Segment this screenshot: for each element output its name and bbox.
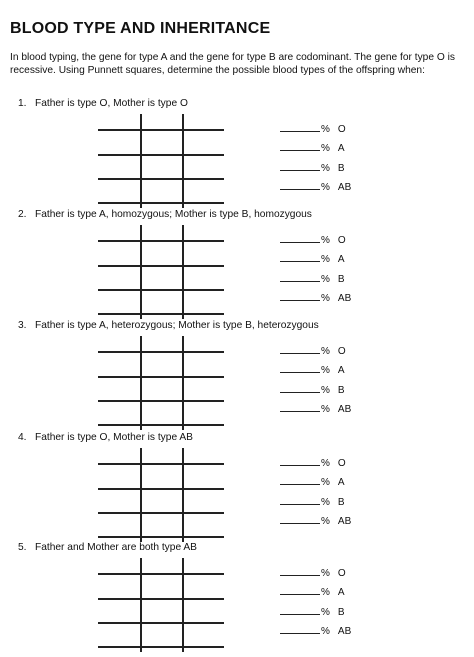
blood-type-label: B (337, 606, 345, 618)
blood-type-label: AB (337, 182, 352, 193)
grid-line-horizontal (98, 536, 224, 538)
punnett-square[interactable] (98, 448, 224, 542)
problem-1 (0, 98, 474, 213)
percent-sign: % (321, 587, 330, 598)
percent-sign: % (321, 404, 330, 415)
punnett-square[interactable] (98, 114, 224, 208)
answer-blank[interactable] (280, 260, 320, 262)
problem-prompt (18, 432, 193, 443)
grid-line-horizontal (98, 178, 224, 180)
percent-sign: % (321, 606, 330, 618)
page-title: BLOOD TYPE AND INHERITANCE (10, 20, 271, 37)
blood-type-label: B (337, 496, 345, 508)
blood-type-label: AB (337, 626, 352, 637)
problem-3 (0, 320, 474, 435)
answer-blank[interactable] (280, 241, 320, 243)
answer-row (280, 449, 380, 469)
grid-line-horizontal (98, 313, 224, 315)
percent-sign: % (321, 496, 330, 508)
answer-blank[interactable] (280, 169, 320, 171)
grid-line-horizontal (98, 154, 224, 156)
grid-line-vertical (182, 225, 184, 319)
blood-type-label: AB (337, 404, 352, 415)
percent-sign: % (321, 516, 330, 527)
problem-number: 3. (18, 320, 27, 331)
grid-line-horizontal (98, 351, 224, 353)
blood-type-label: B (337, 273, 345, 285)
grid-line-horizontal (98, 376, 224, 378)
percent-sign: % (321, 457, 330, 469)
grid-line-vertical (182, 448, 184, 542)
blood-type-label: B (337, 384, 345, 396)
blood-type-label: O (337, 567, 346, 579)
answer-blank[interactable] (280, 410, 320, 412)
answer-row (280, 265, 380, 285)
answer-blank[interactable] (280, 149, 320, 151)
answer-list (280, 449, 380, 527)
problem-number: 1. (18, 98, 27, 109)
percent-sign: % (321, 477, 330, 488)
problem-text: Father is type A, homozygous; Mother is type B, homozygous (35, 209, 312, 220)
grid-line-vertical (140, 114, 142, 208)
answer-row (280, 357, 380, 377)
percent-sign: % (321, 567, 330, 579)
answer-blank[interactable] (280, 632, 320, 634)
answer-row (280, 135, 380, 155)
problem-4 (0, 432, 474, 547)
problem-text: Father and Mother are both type AB (35, 542, 197, 553)
problem-prompt (18, 542, 197, 553)
percent-sign: % (321, 254, 330, 265)
answer-row (280, 598, 380, 618)
percent-sign: % (321, 365, 330, 376)
grid-line-vertical (140, 336, 142, 430)
answer-row (280, 337, 380, 357)
grid-line-vertical (140, 225, 142, 319)
grid-line-horizontal (98, 129, 224, 131)
grid-line-horizontal (98, 463, 224, 465)
percent-sign: % (321, 162, 330, 174)
problem-2 (0, 209, 474, 324)
grid-line-vertical (182, 558, 184, 652)
problem-number: 5. (18, 542, 27, 553)
blood-type-label: B (337, 162, 345, 174)
problem-prompt (18, 209, 312, 220)
grid-line-vertical (140, 558, 142, 652)
answer-list (280, 337, 380, 415)
answer-blank[interactable] (280, 483, 320, 485)
problem-5 (0, 542, 474, 657)
answer-blank[interactable] (280, 280, 320, 282)
blood-type-label: A (337, 587, 345, 598)
grid-line-horizontal (98, 573, 224, 575)
grid-line-vertical (182, 114, 184, 208)
answer-row (280, 618, 380, 638)
answer-blank[interactable] (280, 391, 320, 393)
grid-line-horizontal (98, 202, 224, 204)
percent-sign: % (321, 143, 330, 154)
answer-blank[interactable] (280, 371, 320, 373)
problem-text: Father is type A, heterozygous; Mother is type B, heterozygous (35, 320, 319, 331)
instructions: In blood typing, the gene for type A and the gene for type B are codominant. The gene for type O is recessive. Using Punnett squares, determine the possible blood types of the offspring when: (10, 52, 455, 76)
problem-number: 2. (18, 209, 27, 220)
answer-row (280, 579, 380, 599)
blood-type-label: A (337, 365, 345, 376)
punnett-square[interactable] (98, 558, 224, 652)
grid-line-horizontal (98, 622, 224, 624)
problem-text: Father is type O, Mother is type AB (35, 432, 193, 443)
grid-line-horizontal (98, 424, 224, 426)
answer-row (280, 559, 380, 579)
answer-blank[interactable] (280, 464, 320, 466)
answer-row (280, 226, 380, 246)
blood-type-label: AB (337, 293, 352, 304)
answer-blank[interactable] (280, 352, 320, 354)
answer-blank[interactable] (280, 613, 320, 615)
problem-prompt (18, 98, 188, 109)
answer-blank[interactable] (280, 299, 320, 301)
grid-line-vertical (182, 336, 184, 430)
answer-blank[interactable] (280, 188, 320, 190)
blood-type-label: O (337, 234, 346, 246)
answer-list (280, 115, 380, 193)
percent-sign: % (321, 345, 330, 357)
grid-line-horizontal (98, 512, 224, 514)
percent-sign: % (321, 293, 330, 304)
answer-row (280, 396, 380, 416)
percent-sign: % (321, 123, 330, 135)
percent-sign: % (321, 273, 330, 285)
answer-blank[interactable] (280, 593, 320, 595)
answer-blank[interactable] (280, 130, 320, 132)
answer-row (280, 174, 380, 194)
percent-sign: % (321, 384, 330, 396)
answer-list (280, 226, 380, 304)
answer-row (280, 154, 380, 174)
answer-row (280, 508, 380, 528)
grid-line-horizontal (98, 488, 224, 490)
answer-blank[interactable] (280, 522, 320, 524)
answer-row (280, 285, 380, 305)
punnett-square[interactable] (98, 336, 224, 430)
answer-blank[interactable] (280, 503, 320, 505)
percent-sign: % (321, 234, 330, 246)
grid-line-horizontal (98, 646, 224, 648)
percent-sign: % (321, 626, 330, 637)
grid-line-horizontal (98, 400, 224, 402)
punnett-square[interactable] (98, 225, 224, 319)
blood-type-label: O (337, 345, 346, 357)
blood-type-label: A (337, 477, 345, 488)
problem-text: Father is type O, Mother is type O (35, 98, 188, 109)
blood-type-label: AB (337, 516, 352, 527)
percent-sign: % (321, 182, 330, 193)
blood-type-label: A (337, 254, 345, 265)
grid-line-horizontal (98, 265, 224, 267)
answer-row (280, 488, 380, 508)
blood-type-label: A (337, 143, 345, 154)
grid-line-horizontal (98, 289, 224, 291)
answer-row (280, 469, 380, 489)
problem-prompt (18, 320, 319, 331)
grid-line-vertical (140, 448, 142, 542)
grid-line-horizontal (98, 240, 224, 242)
blood-type-label: O (337, 123, 346, 135)
blood-type-label: O (337, 457, 346, 469)
answer-row (280, 246, 380, 266)
answer-list (280, 559, 380, 637)
answer-row (280, 376, 380, 396)
answer-blank[interactable] (280, 574, 320, 576)
answer-row (280, 115, 380, 135)
grid-line-horizontal (98, 598, 224, 600)
problem-number: 4. (18, 432, 27, 443)
